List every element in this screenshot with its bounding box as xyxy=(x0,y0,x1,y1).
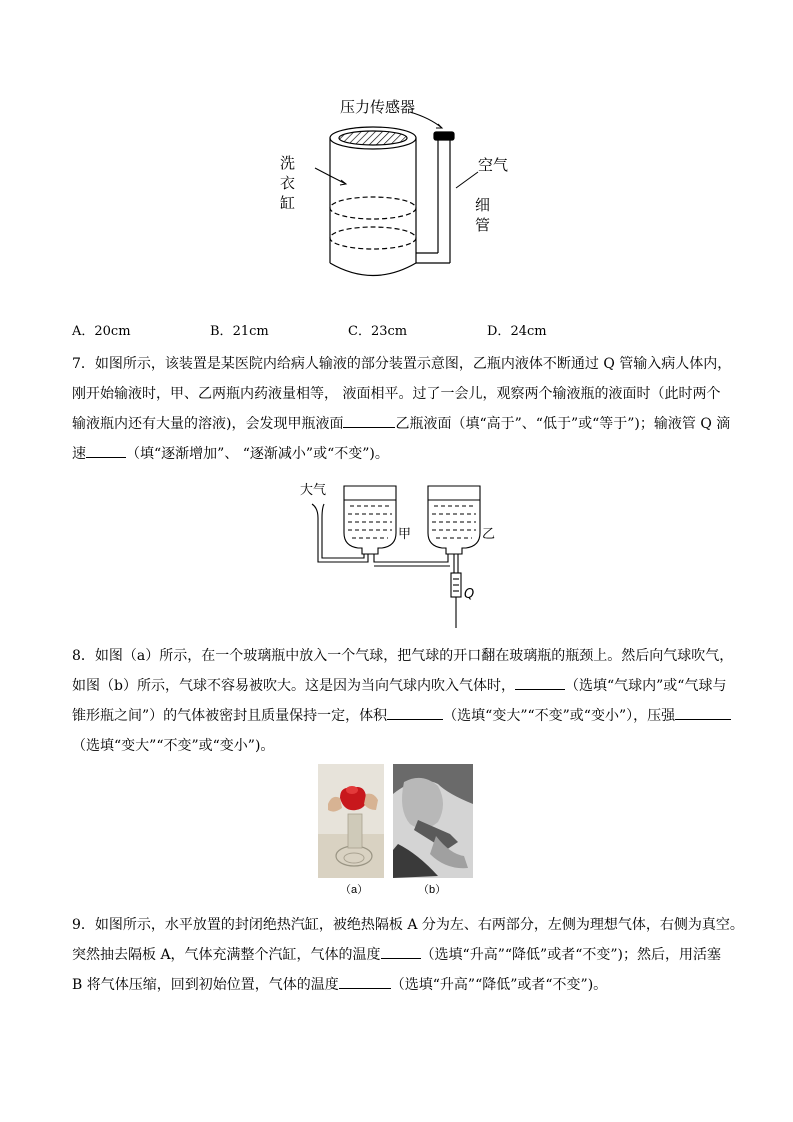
caption-a: （a） xyxy=(340,884,369,896)
q7-line-1: 7．如图所示，该装置是某医院内给病人输液的部分装置示意图，乙瓶内液体不断通过 Q 管输入病人体内， xyxy=(72,356,732,372)
bottle-jia xyxy=(344,486,396,554)
question-7 xyxy=(72,349,732,469)
q7-line-2: 刚开始输液时，甲、乙两瓶内药液量相等， 液面相平。过了一会儿，观察两个输液瓶的液面时（此时两个 xyxy=(72,386,721,402)
pointer-arrows xyxy=(315,112,478,188)
washing-machine-diagram xyxy=(270,88,530,288)
option-c-text: 23cm xyxy=(370,324,408,339)
option-d xyxy=(487,320,547,339)
balloon-photos xyxy=(318,764,478,898)
option-a-text: 20cm xyxy=(94,324,131,339)
bottle-yi-label: 乙 xyxy=(482,527,496,542)
q9-line-3: B 将气体压缩，回到初始位置，气体的温度 （选填“升高”“降低”或者“不变”)。 xyxy=(72,970,722,1000)
q9-blank-1[interactable] xyxy=(381,944,421,959)
q7-line-3: 输液瓶内还有大量的溶液)，会发现甲瓶液面 乙瓶液面（填“高于”、“低于”或“等于”)；输液管 Q 滴 xyxy=(72,409,722,439)
q8-line-3: 锥形瓶之间”）的气体被密封且质量保持一定，体积 （选填“变大”“不变”或“变小”），压强 xyxy=(72,701,722,731)
option-b xyxy=(210,320,269,339)
q7-line-4: 速 （填“逐渐增加”、 “逐渐减小”或“不变”)。 xyxy=(72,439,722,469)
q7-blank-2[interactable] xyxy=(86,443,126,458)
photo-a xyxy=(318,764,384,878)
tub-label-2: 衣 xyxy=(280,174,296,192)
q7-blank-1[interactable] xyxy=(343,413,395,428)
option-b-text: 21cm xyxy=(232,324,269,339)
caption-b: （b） xyxy=(418,884,447,896)
tub-label-1: 洗 xyxy=(280,154,296,172)
option-d-text: 24cm xyxy=(510,324,547,339)
sensor-label: 压力传感器 xyxy=(340,98,416,116)
tube-label-1: 细 xyxy=(475,196,491,214)
option-c-key: C． xyxy=(348,324,371,339)
q8-blank-2[interactable] xyxy=(387,705,443,720)
thin-tube xyxy=(416,132,454,263)
tub-label-3: 缸 xyxy=(280,194,296,212)
air-label: 空气 xyxy=(478,156,509,174)
q8-line-4: （选填“变大”“不变”或“变小”)。 xyxy=(72,738,275,754)
option-d-key: D． xyxy=(487,324,511,339)
bottle-yi xyxy=(428,486,480,554)
bottle-jia-label: 甲 xyxy=(398,527,412,542)
infusion-diagram xyxy=(298,478,508,633)
q8-blank-3[interactable] xyxy=(675,705,731,720)
question-9 xyxy=(72,910,744,1000)
tub-body xyxy=(330,127,416,276)
question-8 xyxy=(72,641,734,761)
option-b-key: B． xyxy=(210,324,233,339)
tube-q-label: Q xyxy=(464,587,475,602)
q8-line-2: 如图（b）所示，气球不容易被吹大。这是因为当向气球内吹入气体时， （选填“气球内”或“气球与 xyxy=(72,671,722,701)
q9-line-1: 9．如图所示，水平放置的封闭绝热汽缸，被绝热隔板 A 分为左、右两部分，左侧为理想气体，右侧为真空。 xyxy=(72,917,744,933)
atmosphere-label: 大气 xyxy=(300,483,327,498)
option-c xyxy=(348,320,407,339)
tube-label-2: 管 xyxy=(475,216,491,234)
option-a-key: A． xyxy=(72,324,95,339)
option-a xyxy=(72,320,131,339)
q8-line-1: 8．如图（a）所示，在一个玻璃瓶中放入一个气球，把气球的开口翻在玻璃瓶的瓶颈上。然后向气球吹气， xyxy=(72,648,734,664)
q9-blank-2[interactable] xyxy=(339,974,391,989)
q8-blank-1[interactable] xyxy=(515,675,565,690)
photo-b xyxy=(393,764,473,878)
q9-line-2: 突然抽去隔板 A，气体充满整个汽缸，气体的温度 （选填“升高”“降低”或者“不变”)；然后，用活塞 xyxy=(72,940,722,970)
